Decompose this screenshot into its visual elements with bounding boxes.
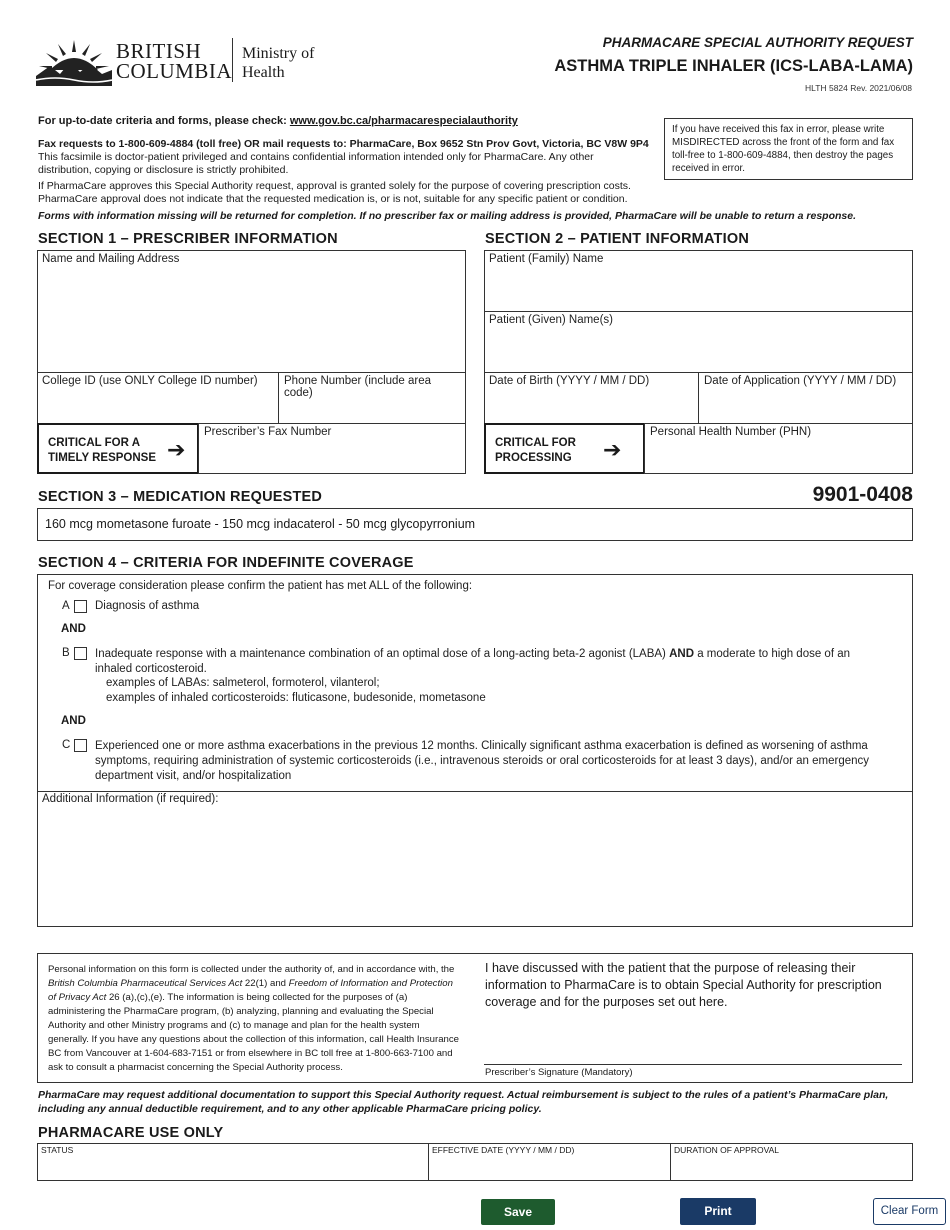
phn-label: Personal Health Number (PHN)	[650, 426, 812, 438]
section3-title: SECTION 3 – MEDICATION REQUESTED	[38, 489, 323, 505]
critical-processing-box	[484, 423, 645, 474]
given-name-field[interactable]	[484, 311, 913, 373]
family-name-field[interactable]	[484, 250, 913, 312]
effective-date-label: EFFECTIVE DATE (YYYY / MM / DD)	[432, 1145, 575, 1155]
arrow-right-icon: ➔	[167, 437, 186, 462]
section4-title: SECTION 4 – CRITERIA FOR INDEFINITE COVERAGE	[38, 555, 414, 571]
save-button[interactable]: Save	[481, 1199, 555, 1225]
criterion-b-text	[95, 647, 875, 676]
criterion-b-example-2: examples of inhaled corticosteroids: fluticasone, budesonide, mometasone	[106, 692, 486, 704]
bc-sun-mountains-icon	[36, 36, 112, 86]
form-code: HLTH 5824 Rev. 2021/06/08	[805, 83, 912, 93]
criterion-b-text-post: a moderate to high dose of an inhaled corticosteroid.	[95, 648, 851, 675]
college-id-field[interactable]	[37, 372, 279, 424]
criterion-b-letter: B	[62, 647, 70, 659]
signature-line[interactable]	[484, 1064, 902, 1065]
consent-statement: I have discussed with the patient that the purpose of releasing their information to PharmaCare is to obtain Special Authority for prescription coverage and for the purposes set out here.	[485, 961, 882, 1009]
medication-code: 9901-0408	[812, 483, 913, 506]
criterion-c-text: Experienced one or more asthma exacerbations in the previous 12 months. Clinically significant asthma exacerbation is defined as worsening of asthma symptoms, requiring administration of systemic corticosteroids (i.e., intravenous steroids or oral corticosteroids for at least 3 days), and/or an emergency department visit, and/or hospitalization	[95, 740, 870, 782]
name-address-field[interactable]	[37, 250, 466, 373]
criteria-line	[38, 115, 518, 127]
criterion-b-text-and: AND	[669, 648, 695, 660]
fax-line: Fax requests to 1-800-609-4884 (toll free) OR mail requests to: PharmaCare, Box 9652 Stn Prov Govt, Victoria, BC V8W 9P4	[38, 138, 649, 150]
duration-field[interactable]	[670, 1143, 913, 1181]
clear-form-button[interactable]: Clear Form	[873, 1198, 946, 1225]
effective-date-field[interactable]	[428, 1143, 671, 1181]
print-button[interactable]: Print	[680, 1198, 756, 1225]
signature-label: Prescriber’s Signature (Mandatory)	[485, 1067, 633, 1078]
phn-field[interactable]	[644, 423, 913, 474]
doa-label: Date of Application (YYYY / MM / DD)	[704, 375, 897, 387]
missing-notice: Forms with information missing will be returned for completion. If no prescriber fax or mailing address is provided, PharmaCare will be unable to return a response.	[38, 210, 857, 222]
status-label: STATUS	[41, 1145, 74, 1155]
name-address-label: Name and Mailing Address	[42, 253, 180, 265]
medication-box	[37, 508, 913, 541]
section1-title: SECTION 1 – PRESCRIBER INFORMATION	[38, 231, 338, 247]
critical-processing-line1: CRITICAL FOR	[495, 437, 576, 449]
logo-divider	[232, 38, 233, 82]
arrow-right-icon: ➔	[603, 437, 622, 462]
criterion-b-example-1: examples of LABAs: salmeterol, formoterol, vilanterol;	[106, 677, 380, 689]
criterion-c-checkbox[interactable]	[74, 739, 87, 752]
privacy-text-1: Personal information on this form is collected under the authority of, and in accordance with, the	[48, 964, 455, 975]
duration-label: DURATION OF APPROVAL	[674, 1145, 780, 1155]
medication-text: 160 mcg mometasone furoate - 150 mcg indacaterol - 50 mcg glycopyrronium	[45, 517, 476, 531]
logo-text-british: BRITISH	[116, 39, 202, 63]
section2-title: SECTION 2 – PATIENT INFORMATION	[485, 231, 749, 247]
criterion-c-letter: C	[62, 739, 71, 751]
fax-field[interactable]	[198, 423, 466, 474]
privacy-notice	[48, 963, 460, 1075]
footer-note: PharmaCare may request additional documentation to support this Special Authority request. Actual reimbursement is subject to the rules of a patient’s PharmaCare plan, including any annual deductible requirement, and to any other applicable PharmaCare pricing policy.	[38, 1089, 889, 1115]
ministry-line1: Ministry of	[242, 45, 315, 62]
college-id-label: College ID (use ONLY College ID number)	[42, 375, 258, 387]
criterion-b-checkbox[interactable]	[74, 647, 87, 660]
pharmacare-use-title: PHARMACARE USE ONLY	[38, 1125, 224, 1141]
criteria-link[interactable]: www.gov.bc.ca/pharmacarespecialauthority	[289, 115, 518, 127]
logo-text-columbia: COLUMBIA	[116, 59, 233, 83]
critical-timely-line1: CRITICAL FOR A	[48, 437, 140, 449]
fax-label: Prescriber’s Fax Number	[204, 426, 332, 438]
form-title: ASTHMA TRIPLE INHALER (ICS-LABA-LAMA)	[554, 57, 913, 75]
misdirected-box	[664, 118, 913, 180]
and-label-2: AND	[61, 715, 86, 727]
criterion-a-letter: A	[62, 600, 70, 612]
additional-info-label: Additional Information (if required):	[42, 793, 219, 805]
given-name-label: Patient (Given) Name(s)	[489, 314, 613, 326]
additional-info-field[interactable]	[38, 792, 912, 926]
criteria-intro: For coverage consideration please confirm the patient has met ALL of the following:	[48, 580, 473, 592]
critical-processing-line2: PROCESSING	[495, 452, 572, 464]
privileged-notice: This facsimile is doctor-patient privileged and contains confidential information intended only for PharmaCare. Any other distribution, copying or disclosure is strictly prohibited.	[38, 151, 594, 176]
criterion-b-text-pre: Inadequate response with a maintenance combination of an optimal dose of a long-acting beta-2 agonist (LABA)	[95, 648, 670, 660]
privacy-text-2: 22(1) and	[242, 978, 289, 989]
critical-timely-box	[37, 423, 199, 474]
criterion-a-text: Diagnosis of asthma	[95, 600, 200, 612]
misdirected-text: If you have received this fax in error, please write MISDIRECTED across the front of the form and fax toll-free to 1-800-609-4884, then destroy the pages received in error.	[672, 124, 895, 174]
criteria-prefix: For up-to-date criteria and forms, please check:	[38, 115, 290, 127]
bc-logo	[36, 36, 336, 88]
privacy-text-3: 26 (a),(c),(e). The information is being collected for the purposes of (a) administering the PharmaCare program, (b) analyzing, planning and evaluating the Special Authority and other Ministry programs and (c) to manage and plan for the health system generally. If you have any questions about the collection of this information, call Health Insurance BC from Vancouver at 1-604-683-7151 or from elsewhere in BC toll free at 1-800-663-7100 and ask to consult a pharmacist concerning the Special Authority process.	[48, 992, 459, 1073]
form-kicker: PHARMACARE SPECIAL AUTHORITY REQUEST	[602, 35, 913, 50]
ministry-line2: Health	[242, 64, 285, 81]
and-label-1: AND	[61, 623, 86, 635]
criterion-a-checkbox[interactable]	[74, 600, 87, 613]
critical-timely-line2: TIMELY RESPONSE	[48, 452, 157, 464]
privacy-act-1: British Columbia Pharmaceutical Services Act	[48, 978, 243, 989]
privacy-act-2: Freedom of Information and Protection of Privacy Act	[48, 978, 453, 1003]
phone-field[interactable]	[278, 372, 466, 424]
doa-field[interactable]	[698, 372, 913, 424]
dob-label: Date of Birth (YYYY / MM / DD)	[489, 375, 650, 387]
status-field[interactable]	[37, 1143, 429, 1181]
phone-label: Phone Number (include area code)	[284, 375, 432, 399]
approval-notice: If PharmaCare approves this Special Authority request, approval is granted solely for the purpose of covering prescription costs. PharmaCare approval does not indicate that the requested medication is, or is not, suitable for any specific patient or condition.	[38, 180, 631, 205]
family-name-label: Patient (Family) Name	[489, 253, 604, 265]
dob-field[interactable]	[484, 372, 699, 424]
